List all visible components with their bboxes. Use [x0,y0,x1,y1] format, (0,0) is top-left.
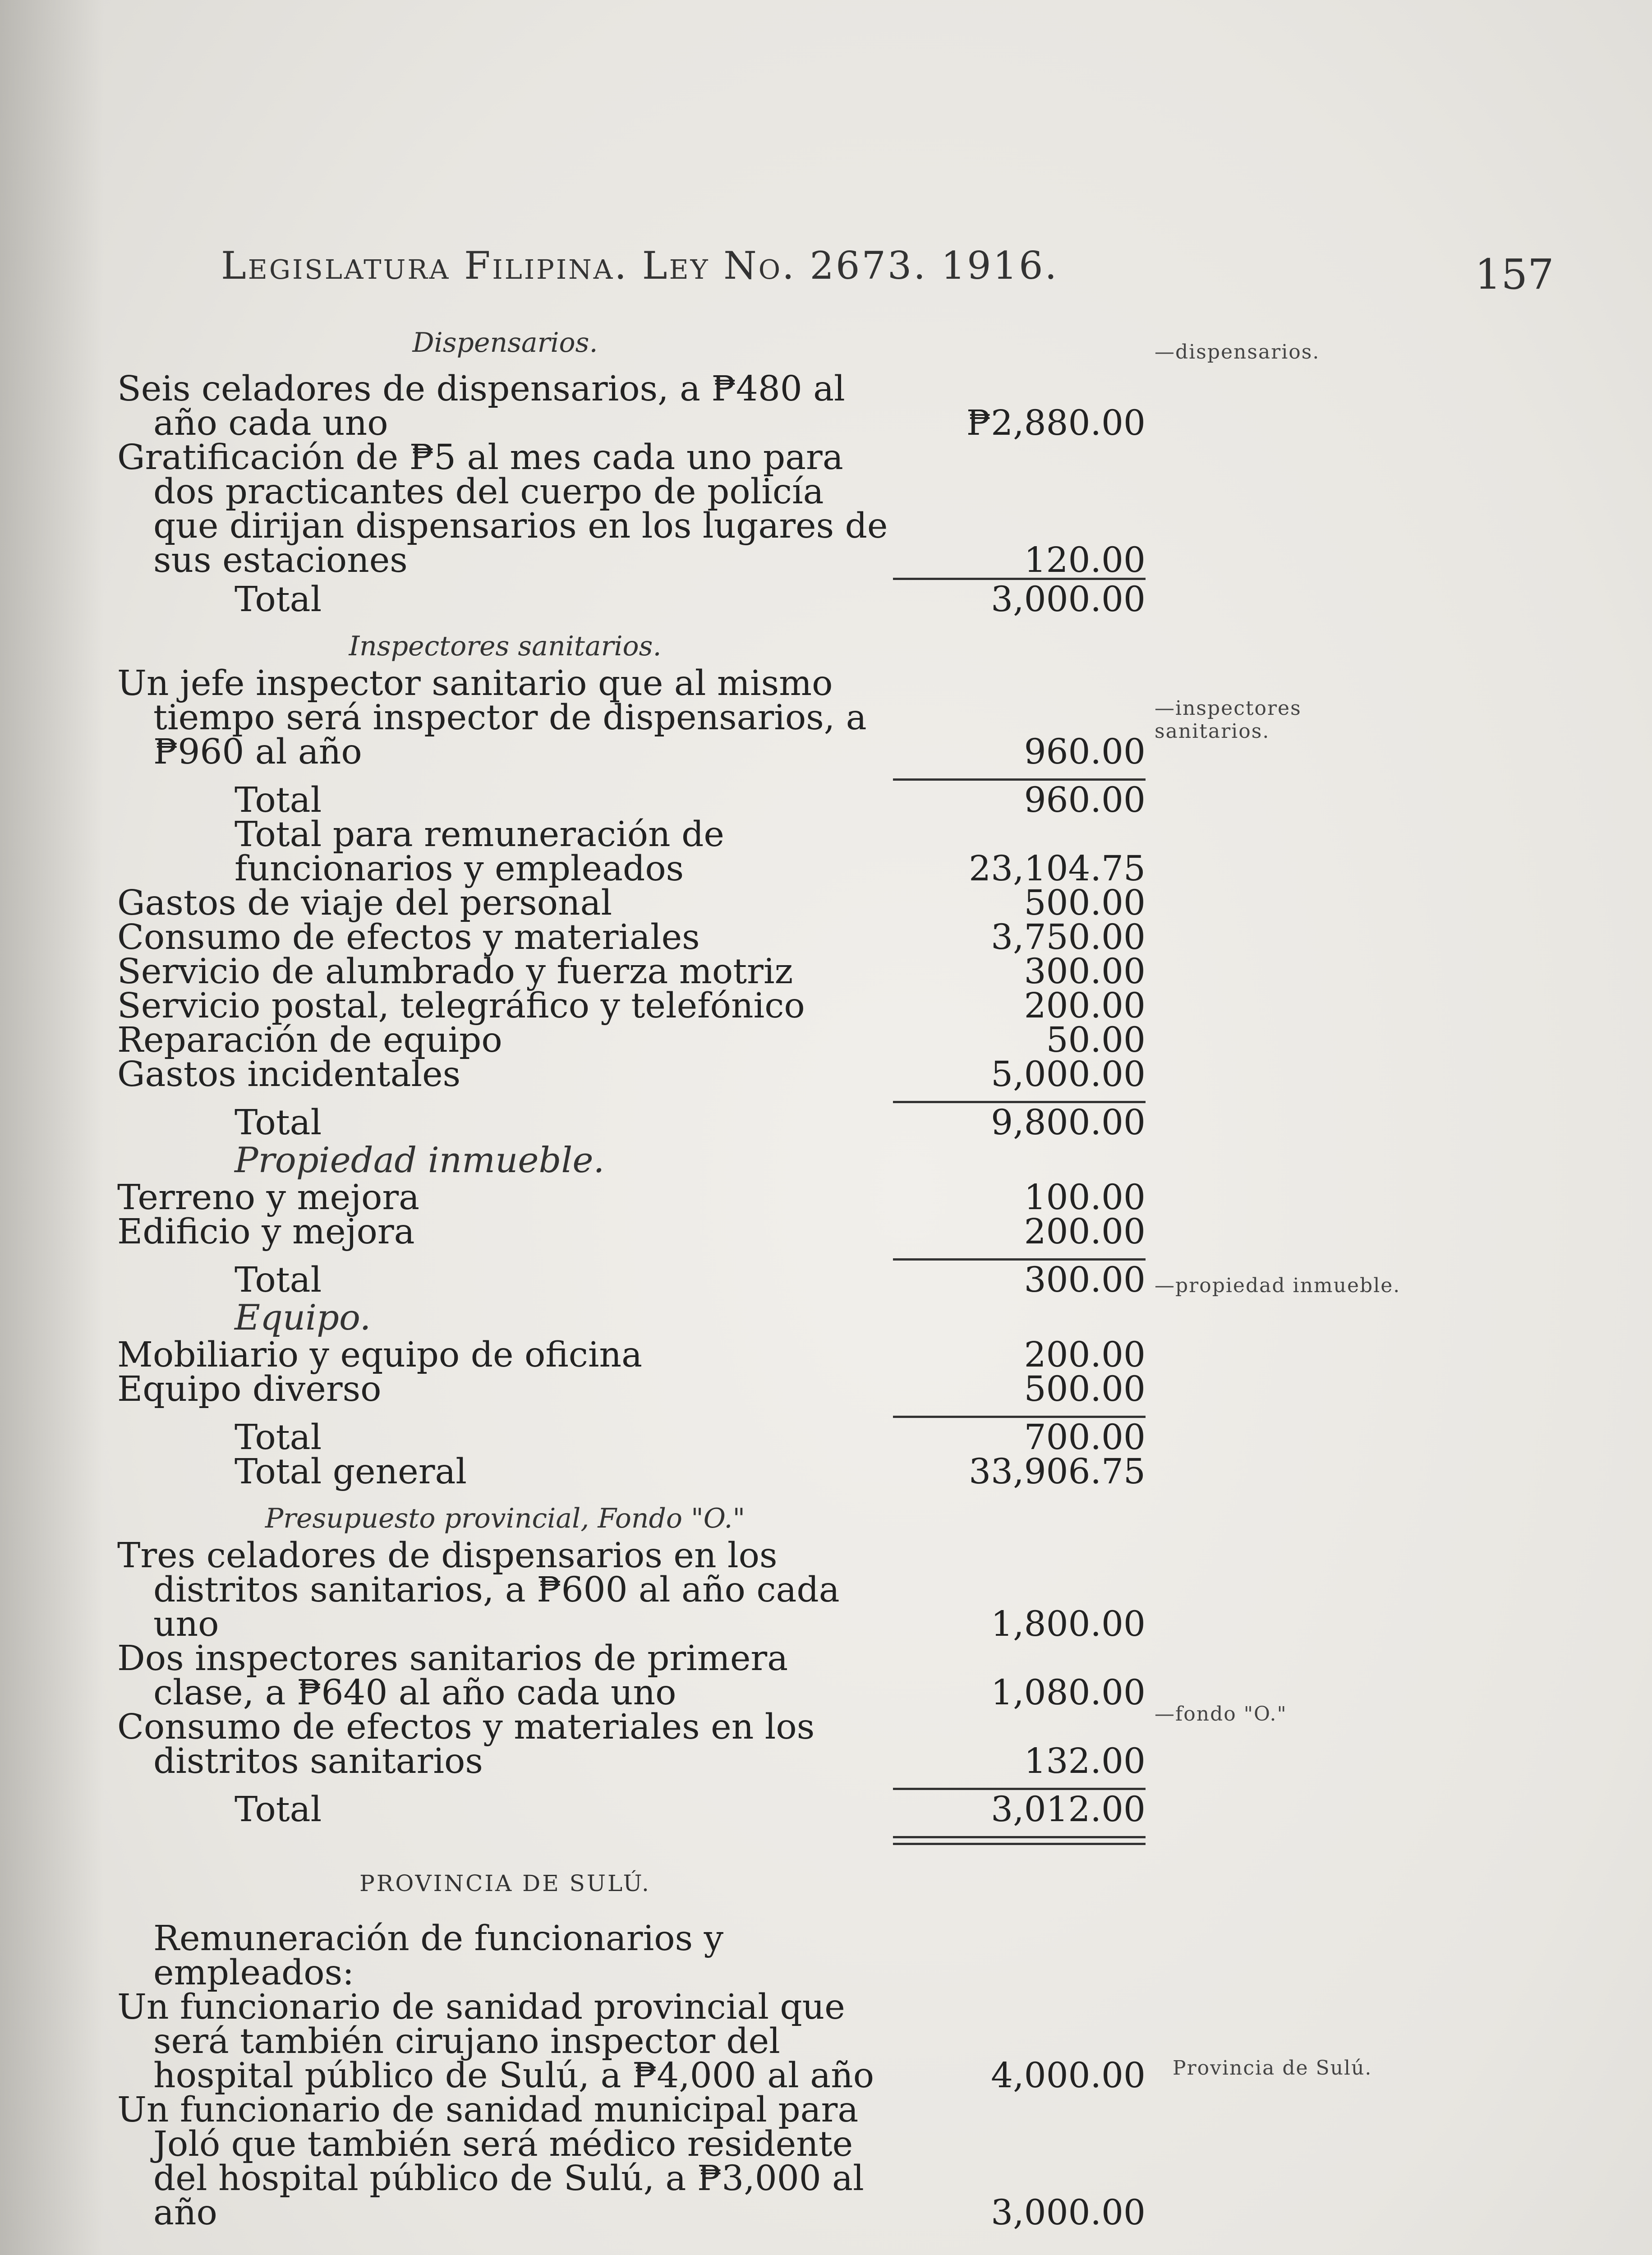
margin-note: Provincia de Sulú. [1173,2057,1372,2080]
margin-note: —propiedad inmueble. [1155,1274,1401,1297]
line-item: Consumo de efectos y materiales en los distritos sanitarios 132.00 [117,1707,1146,1781]
total-row: Total 700.00 [235,1417,1146,1458]
section-title: Dispensarios. [412,327,598,359]
double-rule [893,1836,1146,1845]
line-item: Servicio postal, telegráfico y telefónico 200.00 [117,986,1146,1026]
section-title: Propiedad inmueble. [235,1140,605,1181]
budget-body [117,322,1155,2233]
line-item: Un jefe inspector sanitario que al mismo tiempo será inspector de dispensarios, a ₱960 al año 960.00 [117,663,1146,772]
total-row: Total 3,000.00 [235,580,1146,620]
line-item: Consumo de efectos y materiales 3,750.00 [117,917,1146,957]
intro-line: Remuneración de funcionarios y empleados: [153,1919,724,1993]
line-item: Seis celadores de dispensarios, a ₱480 al año cada uno ₱2,880.00 [117,369,1146,443]
margin-note: —fondo "O." [1155,1703,1287,1726]
line-item: Tres celadores de dispensarios en los distritos sanitarios, a ₱600 al año cada uno 1,800.00 [117,1536,1146,1644]
margin-note: —inspectores sanitarios. [1155,697,1302,743]
line-item: Dos inspectores sanitarios de primera clase, a ₱640 al año cada uno 1,080.00 [117,1638,1146,1713]
section-title: Presupuesto provincial, Fondo "O." [265,1503,745,1534]
line-item: Un funcionario de sanidad municipal para Joló que también será médico residente del hospital público de Sulú, a ₱3,000 al año 3,000.00 [117,2090,1146,2233]
total-row: Total para remuneración de funcionarios y empleados 23,104.75 [235,815,1146,889]
total-row: Total 960.00 [235,780,1146,820]
line-item: Equipo diverso 500.00 [117,1369,1146,1409]
line-item: Terreno y mejora 100.00 [117,1178,1146,1218]
section-title: Inspectores sanitarios. [349,630,662,662]
total-row: Total 9,800.00 [235,1103,1146,1143]
line-item: Servicio de alumbrado y fuerza motriz 300.00 [117,952,1146,992]
margin-note: —dispensarios. [1155,341,1320,364]
section-title: Equipo. [235,1298,371,1338]
line-item: Un funcionario de sanidad provincial que será también cirujano inspector del hospital público de Sulú, a ₱4,000 al año 4,000.00 [117,1987,1146,2096]
section-title: PROVINCIA DE SULÚ. [359,1870,651,1896]
line-item: Reparación de equipo 50.00 [117,1020,1146,1060]
line-item: Gratificación de ₱5 al mes cada uno para dos practicantes del cuerpo de policía que dirijan dispensarios en los lugares de sus estaciones 120.00 [117,437,1146,580]
total-row: Total 300.00 [235,1260,1146,1300]
grand-total-row: Total general 33,906.75 [235,1452,1146,1492]
page-number: 157 [1475,250,1554,299]
total-row: Total 3,012.00 [235,1790,1146,1830]
line-item: Gastos incidentales 5,000.00 [117,1054,1146,1095]
page-shadow [0,0,104,2255]
line-item: Mobiliario y equipo de oficina 200.00 [117,1335,1146,1375]
line-item: Edificio y mejora 200.00 [117,1212,1146,1252]
line-item: Gastos de viaje del personal 500.00 [117,883,1146,923]
running-header: Legislatura Filipina. Ley No. 2673. 1916. [221,244,1059,288]
